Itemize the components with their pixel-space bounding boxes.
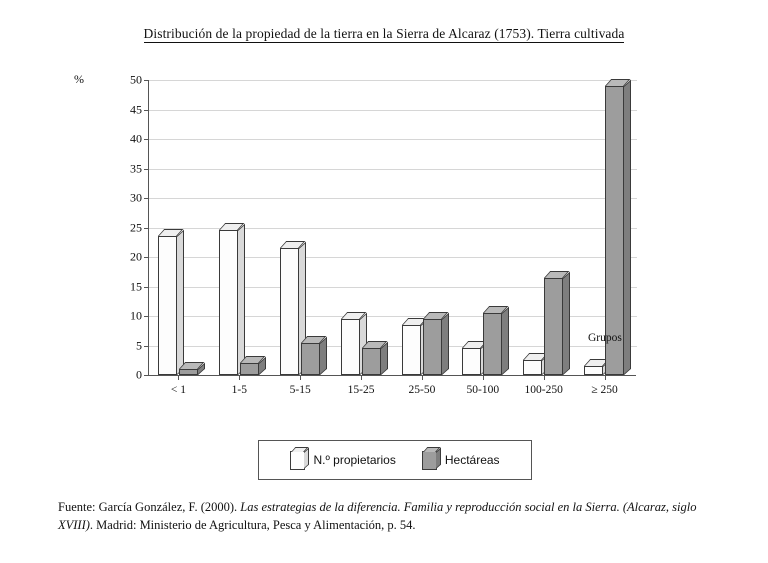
x-tick-mark — [483, 375, 484, 380]
bar-propietarios — [341, 319, 360, 375]
bar-hectareas — [483, 313, 502, 375]
gridline — [149, 110, 637, 111]
y-tick-mark — [144, 375, 149, 376]
legend-label: Hectáreas — [444, 453, 500, 467]
x-tick-label: 5-15 — [289, 384, 311, 396]
gridline — [149, 198, 637, 199]
source-note — [58, 498, 724, 534]
x-tick-mark — [178, 375, 179, 380]
source-prefix: Fuente: García González, F. (2000). — [58, 500, 241, 514]
y-tick-mark — [144, 139, 149, 140]
bar-propietarios — [584, 366, 603, 375]
x-tick-label: 50-100 — [466, 384, 500, 396]
x-tick-mark — [422, 375, 423, 380]
legend-item-hectareas — [422, 451, 500, 470]
y-tick-label: 30 — [130, 190, 142, 205]
x-tick-label: 25-50 — [408, 384, 436, 396]
legend-swatch-icon — [422, 451, 437, 470]
x-tick-label: 1-5 — [231, 384, 247, 396]
bar-propietarios — [523, 360, 542, 375]
bar-hectareas — [301, 343, 320, 375]
plot-area — [130, 72, 636, 382]
x-tick-mark — [605, 375, 606, 380]
y-tick-mark — [144, 110, 149, 111]
bar-hectareas — [544, 278, 563, 375]
y-tick-mark — [144, 346, 149, 347]
y-tick-mark — [144, 198, 149, 199]
y-tick-mark — [144, 228, 149, 229]
bar-propietarios — [462, 348, 481, 375]
x-tick-label: < 1 — [170, 384, 186, 396]
bar-hectareas — [179, 369, 198, 375]
gridline — [149, 80, 637, 81]
legend-swatch-icon — [290, 451, 305, 470]
bar-hectareas — [423, 319, 442, 375]
y-tick-mark — [144, 287, 149, 288]
y-tick-mark — [144, 80, 149, 81]
y-tick-mark — [144, 257, 149, 258]
page-title — [0, 26, 768, 42]
legend-label: N.º propietarios — [313, 453, 396, 467]
bar-hectareas — [362, 348, 381, 375]
y-tick-label: 15 — [130, 279, 142, 293]
y-tick-label: 5 — [136, 338, 142, 352]
x-axis-title: Grupos — [588, 332, 622, 344]
gridline — [149, 139, 637, 140]
x-tick-mark — [239, 375, 240, 380]
x-tick-label: 15-25 — [347, 384, 375, 396]
x-tick-label: ≥ 250 — [591, 384, 618, 396]
chart-legend — [258, 440, 532, 480]
y-tick-mark — [144, 316, 149, 317]
gridline — [149, 169, 637, 170]
x-tick-mark — [300, 375, 301, 380]
y-tick-label: 10 — [130, 308, 142, 323]
y-tick-mark — [144, 169, 149, 170]
legend-item-propietarios — [290, 451, 395, 470]
bar-propietarios — [219, 230, 238, 375]
chart-title-text: Distribución de la propiedad de la tierra en la Sierra de Alcaraz (1753). Tierra cultivada — [143, 26, 625, 41]
y-axis-unit-label: % — [74, 72, 84, 86]
source-suffix: . Madrid: Ministerio de Agricultura, Pesca y Alimentación, p. 54. — [89, 518, 416, 533]
x-tick-mark — [361, 375, 362, 380]
bar-propietarios — [158, 236, 177, 375]
bar-propietarios — [280, 248, 299, 375]
y-tick-label: 20 — [130, 249, 142, 264]
y-tick-label: 0 — [136, 367, 142, 382]
y-tick-label: 50 — [130, 72, 142, 87]
x-tick-mark — [544, 375, 545, 380]
y-tick-label: 35 — [130, 161, 142, 175]
bar-hectareas — [240, 363, 259, 375]
y-tick-label: 25 — [130, 220, 142, 234]
bar-propietarios — [402, 325, 421, 375]
source-title: Las estrategias de la diferencia. Familia y reproducción social en la Sierra. (Alcaraz, siglo XVIII) — [58, 500, 697, 533]
y-tick-label: 40 — [130, 131, 142, 146]
x-tick-label: 100-250 — [524, 384, 563, 396]
y-tick-label: 45 — [130, 102, 142, 116]
plot-wrapper — [130, 72, 636, 396]
